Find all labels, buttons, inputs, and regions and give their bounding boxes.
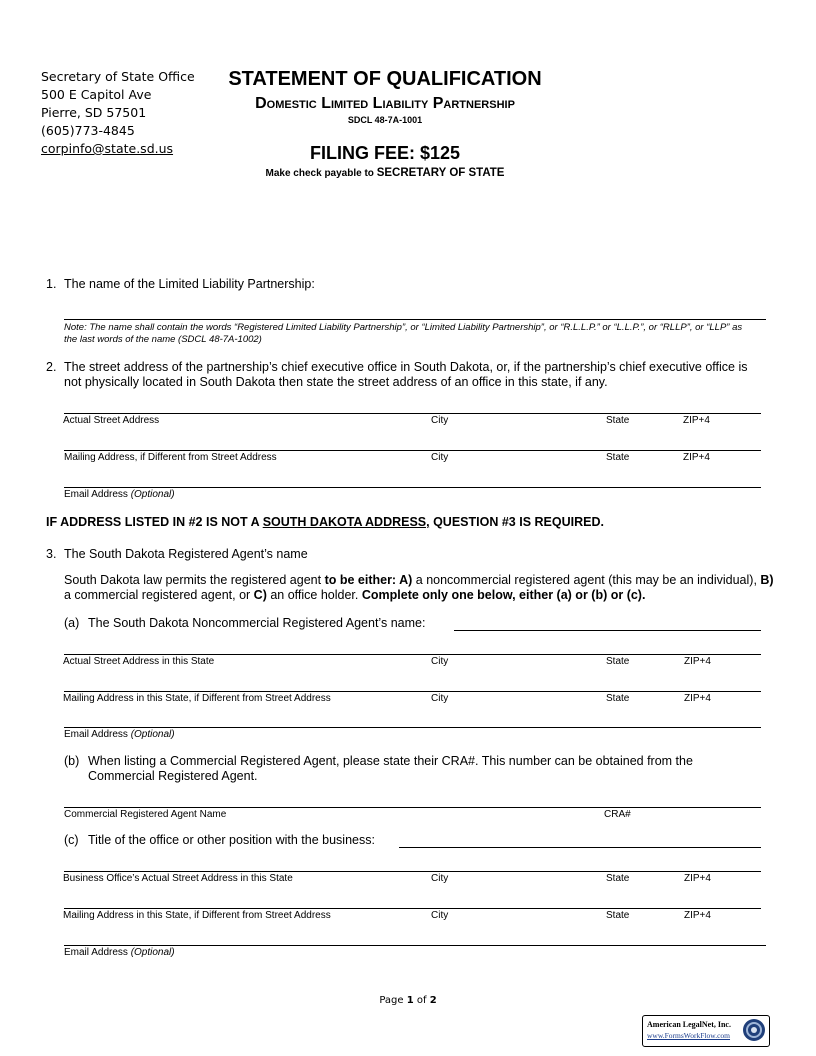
q2-email-optional: (Optional) [130,489,175,500]
q2-street-label: Actual Street Address [63,415,160,426]
payable-prefix: Make check payable to [265,168,377,179]
q3a-street-label: Actual Street Address in this State [63,656,215,667]
q3c-email-text: Email Address [64,947,128,958]
law-part-8: Complete only one below, either (a) or (b) or (c). [361,588,646,602]
q3-law-paragraph [64,573,780,603]
q3a-email-label [64,729,175,740]
office-block [41,68,195,158]
q2-text: The street address of the partnership’s chief executive office in South Dakota, or, if the partnership’s chief executive office is not physically located in South Dakota then state the street address of an office in this state, if any. [64,360,748,389]
q3a-street-zip-label: ZIP+4 [684,656,711,667]
q2-street-line[interactable] [64,413,761,414]
q2-street-zip-label: ZIP+4 [683,415,710,426]
q3c-email-line[interactable] [64,945,766,946]
law-part-1: South Dakota law permits the registered agent [64,573,325,587]
q3c-mailing-label: Mailing Address in this State, if Different from Street Address [63,910,331,921]
notice-underline: SOUTH DAKOTA ADDRESS, [262,515,430,529]
law-part-7: an office holder. [266,588,362,602]
filing-fee: FILING FEE: $125 [309,143,461,163]
q3a-email-optional: (Optional) [130,729,175,740]
q2-street-state-label: State [606,415,630,426]
q2-mailing-zip-label: ZIP+4 [683,452,710,463]
q3c-mailing-state-label: State [606,910,630,921]
q3a-mailing-line[interactable] [64,691,761,692]
law-part-4: B) [760,573,774,587]
office-email-link[interactable]: corpinfo@state.sd.us [41,141,174,156]
q2-mailing-line[interactable] [64,450,761,451]
q3a-text: The South Dakota Noncommercial Registered Agent’s name: [88,616,426,630]
logo-name: American LegalNet, Inc. [647,1020,731,1029]
q2-email-text: Email Address [64,489,128,500]
q3c-email-optional: (Optional) [130,947,175,958]
form-statute: SDCL 48-7A-1001 [347,115,423,125]
q3b-cra-label: CRA# [604,809,631,820]
legalnet-logo[interactable] [642,1015,770,1047]
q2-email-label [64,489,175,500]
q3c-email-label [64,947,175,958]
q2-mailing-city-label: City [431,452,449,463]
q3c-street-city-label: City [431,873,449,884]
office-name: Secretary of State Office [41,69,195,84]
law-part-5: a commercial registered agent, or [64,588,254,602]
q3c-street-label: Business Office’s Actual Street Address in this State [63,873,293,884]
q1-number: 1. [46,277,57,291]
office-city: Pierre, SD 57501 [41,105,147,120]
q3a-street-line[interactable] [64,654,761,655]
form-subtitle: Domestic Limited Liability Partnership [255,95,515,112]
q3a-email-text: Email Address [64,729,128,740]
q3c-label: (c) [64,833,79,847]
q3b-name-line[interactable] [64,807,761,808]
q3-text: The South Dakota Registered Agent’s name [64,547,308,561]
q3a-label: (a) [64,616,80,630]
q3c-mailing-city-label: City [431,910,449,921]
q1-name-line[interactable] [64,319,766,320]
q1-note: Note: The name shall contain the words “Registered Limited Liability Partnership”, or “Limited Liability Partnership”, or “R.L.L.P.” or “L.L.P.”, or “RLLP”, or “LLP” as the last words of the name (SDCL 48-7A-1002) [64,322,743,345]
logo-url[interactable]: www.FormsWorkFlow.com [647,1031,731,1040]
payable-to: SECRETARY OF STATE [376,167,505,179]
q3b-text: When listing a Commercial Registered Agent, please state their CRA#. This number can be obtained from the Commercial Registered Agent. [88,754,693,783]
q3a-mailing-zip-label: ZIP+4 [684,693,711,704]
office-address: 500 E Capitol Ave [41,87,152,102]
notice-pre: IF ADDRESS LISTED IN #2 IS NOT A [46,515,263,529]
page-pre: Page [379,995,407,1006]
q3-number: 3. [46,547,57,561]
form-title: STATEMENT OF QUALIFICATION [228,68,542,90]
q3a-street-state-label: State [606,656,630,667]
logo-globe-icon [742,1018,766,1042]
q3a-street-city-label: City [431,656,449,667]
q3a-mailing-state-label: State [606,693,630,704]
law-part-2: to be either: A) [324,573,413,587]
q3c-street-state-label: State [606,873,630,884]
q3a-email-line[interactable] [64,727,761,728]
q2-street-city-label: City [431,415,449,426]
q3a-name-line[interactable] [454,630,761,631]
address-notice [46,515,604,529]
page-number [0,995,816,1006]
q2-mailing-state-label: State [606,452,630,463]
q1-text: The name of the Limited Liability Partnership: [64,277,315,291]
q2-number: 2. [46,360,57,374]
q3b-name-label: Commercial Registered Agent Name [64,809,227,820]
q3c-text: Title of the office or other position with the business: [88,833,375,847]
notice-post: QUESTION #3 IS REQUIRED. [429,515,604,529]
q3c-mailing-line[interactable] [64,908,761,909]
q2-email-line[interactable] [64,487,761,488]
q3c-mailing-zip-label: ZIP+4 [684,910,711,921]
q3c-street-line[interactable] [64,871,761,872]
q2-mailing-label: Mailing Address, if Different from Street Address [64,452,277,463]
q3c-street-zip-label: ZIP+4 [684,873,711,884]
page-of: of [413,995,430,1006]
q3a-mailing-city-label: City [431,693,449,704]
page-current: 1 [406,995,414,1006]
page-total: 2 [429,995,437,1006]
office-phone: (605)773-4845 [41,123,135,138]
q3c-title-line[interactable] [399,847,761,848]
q3a-mailing-label: Mailing Address in this State, if Different from Street Address [63,693,331,704]
law-part-3: a noncommercial registered agent (this may be an individual), [412,573,761,587]
law-part-6: C) [253,588,267,602]
q3b-label: (b) [64,754,80,768]
payable-line [200,167,570,179]
